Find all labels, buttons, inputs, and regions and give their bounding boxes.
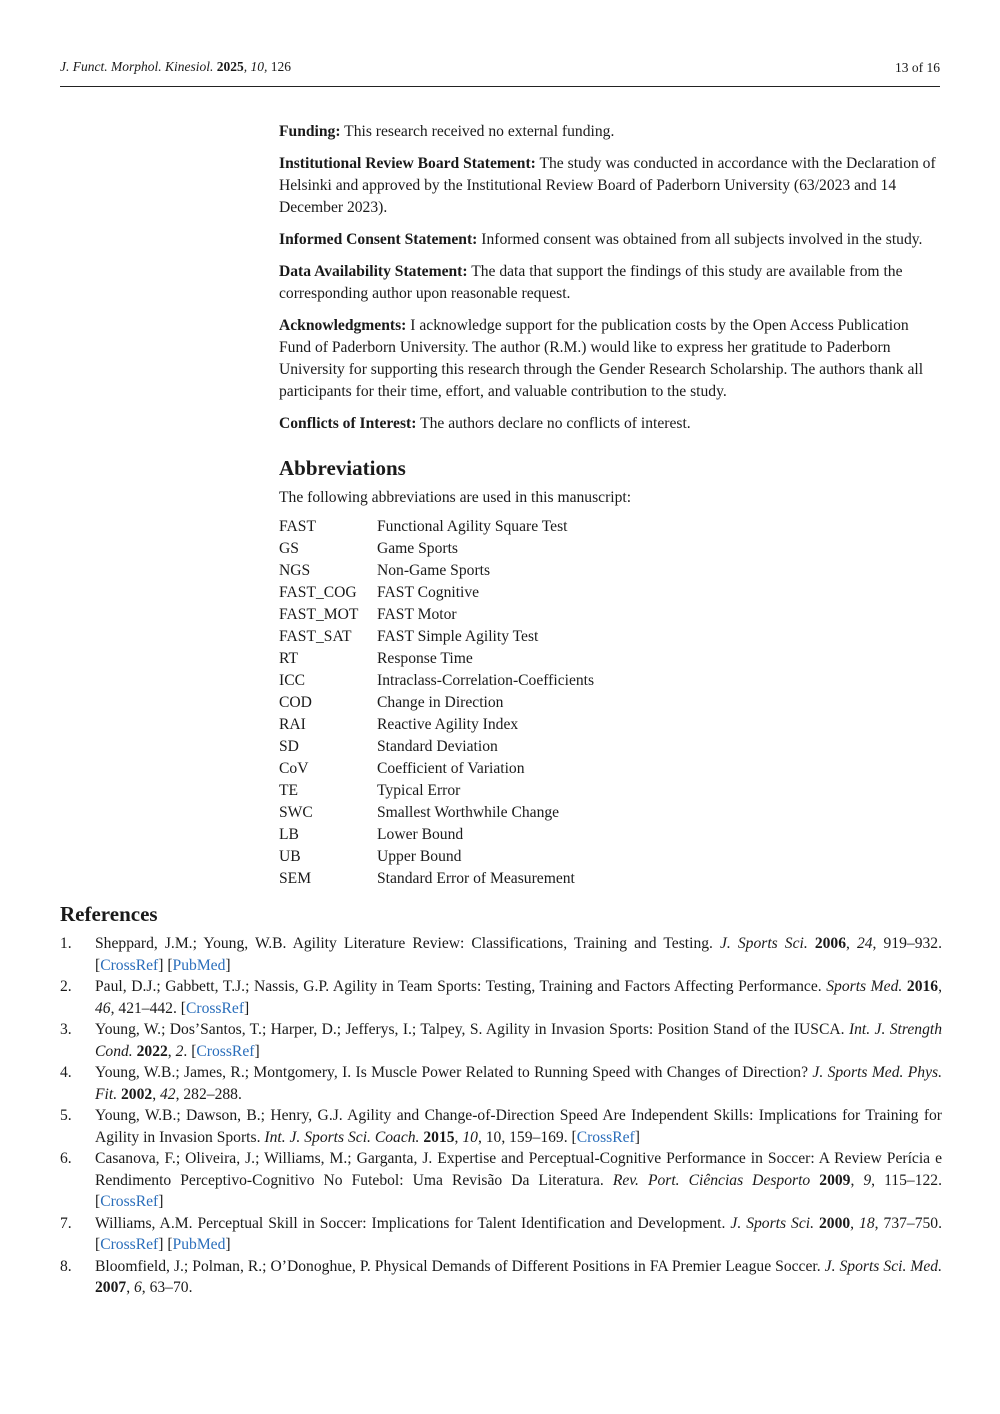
irb-statement: Institutional Review Board Statement: The study was conducted in accordance with the Declaration of Helsinki and approved by the Institutional Review Board of Paderborn University (63/2023 and 14 December 2023). [279,155,936,216]
reference-item: 2. Paul, D.J.; Gabbett, T.J.; Nassis, G.P. Agility in Team Sports: Testing, Training and Factors Affecting Performance. Sports Med. 2016, 46, 421–442. [CrossRef] [60,978,942,1017]
reference-item: 5. Young, W.B.; Dawson, B.; Henry, G.J. Agility and Change-of-Direction Speed Are Independent Skills: Implications for Training for Agility in Invasion Sports. Int. J. Sports Sci. Coach. 2015, 10, 10, 159–169. [CrossRef] [60,1107,942,1146]
abbreviation-definition: Smallest Worthwhile Change [377,804,560,821]
journal-citation: J. Funct. Morphol. Kinesiol. 2025, 10, 126 [60,59,291,74]
abbreviation-term: SEM [279,870,312,887]
abbreviation-term: RT [279,650,298,667]
abbreviation-term: NGS [279,562,311,579]
abbreviation-row [279,626,594,648]
pubmed-link[interactable]: PubMed [172,956,226,974]
abbreviation-row [279,516,594,538]
abbreviations-heading: Abbreviations [279,456,406,480]
crossref-link[interactable]: CrossRef [100,1236,159,1253]
data-availability-statement: Data Availability Statement: The data that support the findings of this study are available from the corresponding author upon reasonable request. [279,263,903,302]
abbreviation-definition: Typical Error [377,782,461,799]
back-matter [279,121,941,890]
abbreviation-term: ICC [279,672,305,689]
abbreviation-row [279,692,594,714]
abbreviation-row [279,846,594,868]
article-number: 126 [270,59,291,74]
journal-year: 2025 [216,59,244,74]
abbreviation-row [279,758,594,780]
abbreviation-definition: Lower Bound [377,826,464,843]
acknowledgments: Acknowledgments: I acknowledge support for the publication costs by the Open Access Publication Fund of Paderborn University. The author (R.M.) would like to express her gratitude to Paderborn University for supporting this research through the Gender Research Scholarship. The authors thank all participants for their time, effort, and valuable contribution to the study. [279,317,924,400]
references-heading: References [60,902,158,926]
abbreviation-definition: Response Time [377,650,473,667]
abbreviation-definition: Upper Bound [377,848,462,865]
abbreviation-row [279,868,594,890]
abbreviation-term: CoV [279,760,309,777]
page-header [60,55,940,87]
abbreviation-definition: Functional Agility Square Test [377,518,568,535]
abbreviation-term: RAI [279,716,306,733]
abbreviation-row [279,538,594,560]
reference-item: 1. Sheppard, J.M.; Young, W.B. Agility Literature Review: Classifications, Training and Testing. J. Sports Sci. 2006, 24, 919–932. [CrossRef] [PubMed] [60,935,942,974]
references-section [60,901,942,1299]
reference-item: 6. Casanova, F.; Oliveira, J.; Williams, M.; Garganta, J. Expertise and Perceptual-Cognitive Performance in Soccer: A Review Perícia e Rendimento Perceptivo-Cognitivo No Futebol: Uma Revisão Da Literatura. Rev. Port. Ciências Desporto 2009, 9, 115–122. [CrossRef] [60,1150,942,1210]
abbreviation-definition: Non-Game Sports [377,562,491,579]
abbreviation-definition: Standard Deviation [377,738,498,755]
page-number: 13 of 16 [895,60,940,75]
journal-volume: 10 [250,59,264,74]
abbreviation-term: FAST_MOT [279,606,359,623]
abbreviations-intro: The following abbreviations are used in this manuscript: [279,489,632,506]
crossref-link[interactable]: CrossRef [185,999,245,1017]
abbreviation-term: TE [279,782,299,799]
abbreviation-term: FAST_SAT [279,628,352,645]
crossref-link[interactable]: CrossRef [100,956,159,974]
abbreviation-row [279,648,594,670]
abbreviations-table [279,516,594,890]
crossref-link[interactable]: CrossRef [196,1042,255,1060]
journal-name: J. Funct. Morphol. Kinesiol. [60,59,214,74]
abbreviation-term: UB [279,848,301,865]
abbreviation-term: COD [279,694,312,711]
abbreviation-definition: Coefficient of Variation [377,760,525,777]
reference-item: 3. Young, W.; Dos’Santos, T.; Harper, D.; Jefferys, I.; Talpey, S. Agility in Invasion Sports: Position Stand of the IUSCA. Int. J. Strength Cond. 2022, 2. [CrossRef] [60,1021,943,1060]
pubmed-link[interactable]: PubMed [172,1236,226,1253]
abbreviation-row [279,560,594,582]
abbreviation-row [279,802,594,824]
crossref-link[interactable]: CrossRef [100,1193,159,1210]
crossref-link[interactable]: CrossRef [576,1128,635,1146]
abbreviation-row [279,604,594,626]
abbreviation-row [279,714,594,736]
reference-item: 7. Williams, A.M. Perceptual Skill in Soccer: Implications for Talent Identification and Development. J. Sports Sci. 2000, 18, 737–750. [CrossRef] [PubMed] [60,1214,942,1253]
abbreviation-definition: Standard Error of Measurement [377,870,575,887]
conflicts-statement: Conflicts of Interest: The authors declare no conflicts of interest. [279,415,691,432]
abbreviation-definition: Game Sports [377,540,458,557]
abbreviation-definition: Change in Direction [377,694,504,711]
funding-statement: Funding: This research received no external funding. [279,123,615,140]
abbreviation-row [279,670,594,692]
abbreviation-term: FAST [279,518,316,535]
abbreviation-definition: Reactive Agility Index [377,716,519,733]
abbreviation-term: SD [279,738,299,755]
abbreviation-term: LB [279,826,299,843]
abbreviation-definition: Intraclass-Correlation-Coefficients [377,672,595,689]
abbreviation-row [279,736,594,758]
abbreviation-term: GS [279,540,299,557]
abbreviation-term: SWC [279,804,313,821]
abbreviation-term: FAST_COG [279,584,357,601]
abbreviation-definition: FAST Motor [377,606,457,623]
consent-statement: Informed Consent Statement: Informed consent was obtained from all subjects involved in the study. [279,231,923,248]
reference-item: 8. Bloomfield, J.; Polman, R.; O’Donoghue, P. Physical Demands of Different Positions in FA Premier League Soccer. J. Sports Sci. Med. 2007, 6, 63–70. [60,1257,942,1296]
abbreviation-definition: FAST Simple Agility Test [377,628,539,645]
abbreviation-definition: FAST Cognitive [377,584,480,601]
reference-item: 4. Young, W.B.; James, R.; Montgomery, I. Is Muscle Power Related to Running Speed with Changes of Direction? J. Sports Med. Phys. Fit. 2002, 42, 282–288. [60,1064,942,1103]
abbreviation-row [279,582,594,604]
abbreviation-row [279,824,594,846]
abbreviation-row [279,780,594,802]
